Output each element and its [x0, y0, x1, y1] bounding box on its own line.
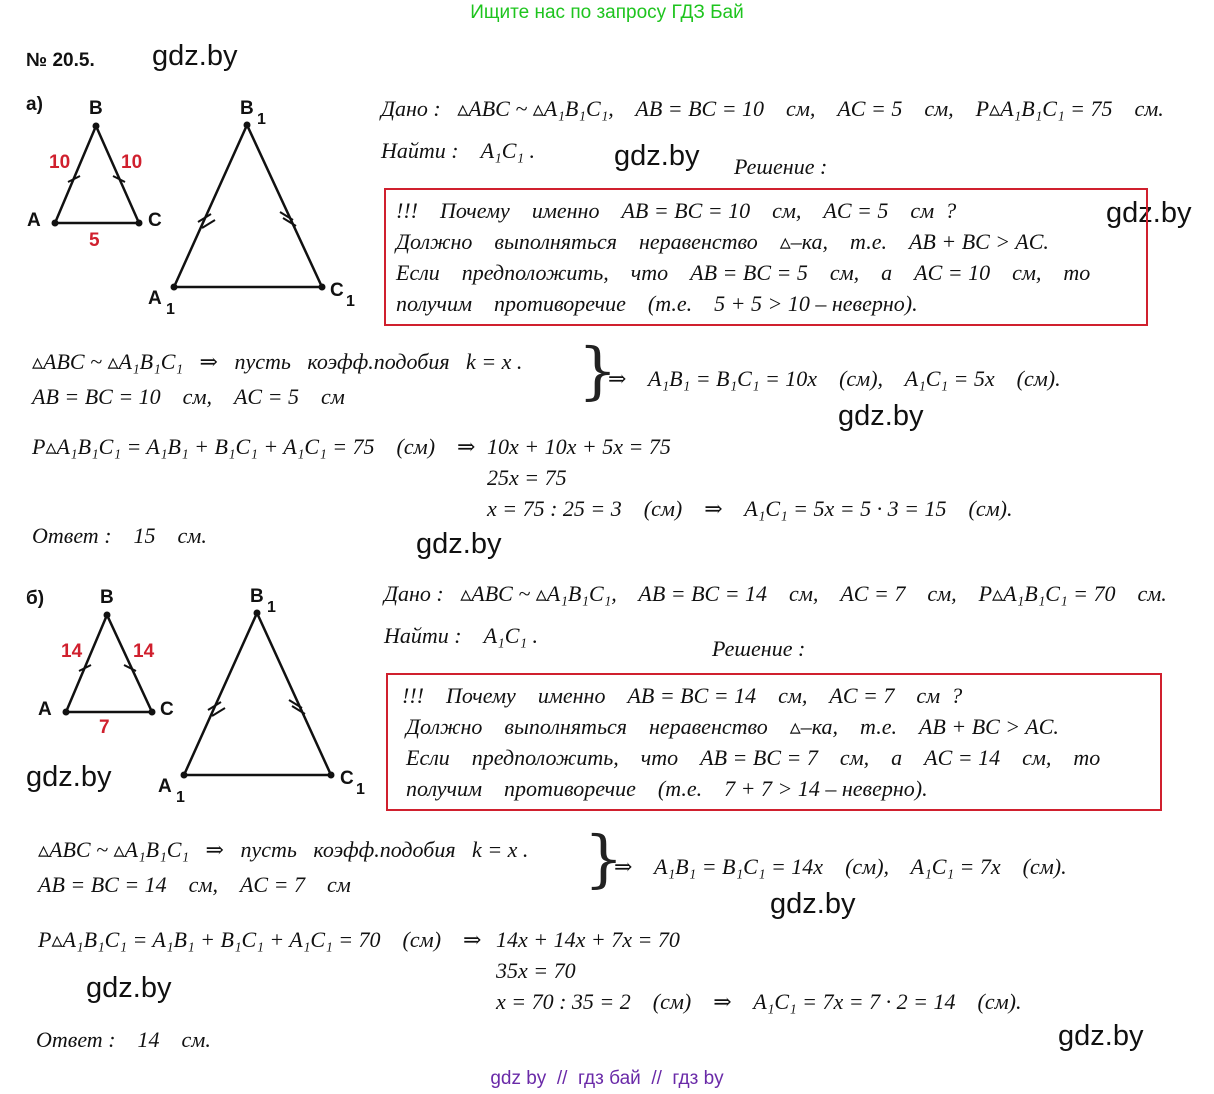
- vertex-c: C: [160, 699, 174, 720]
- note-line: получим противоречие (т.е. 5 + 5 > 10 – неверно).: [396, 291, 918, 316]
- vertex-b: B: [89, 98, 103, 119]
- system-line-1-a: ▵ABC ~ ▵A₁B₁C₁ ⇒ пусть коэфф.подобия k = x .: [32, 349, 523, 374]
- step-3-b: x = 70 : 35 = 2 (см) ⇒ A₁C₁ = 7x = 7 · 2 = 14 (см).: [496, 989, 1022, 1014]
- vertex-subscript: 1: [267, 599, 276, 616]
- system-line-1-b: ▵ABC ~ ▵A₁B₁C₁ ⇒ пусть коэфф.подобия k = x .: [38, 837, 529, 862]
- step-3-a: x = 75 : 25 = 3 (см) ⇒ A₁C₁ = 5x = 5 · 3 = 15 (см).: [487, 496, 1013, 521]
- vertex-a1: A: [148, 288, 162, 309]
- note-line: Если предположить, что AB = BC = 7 см, а AC = 14 см, то: [406, 745, 1101, 770]
- big-triangle-b: [158, 586, 365, 806]
- small-triangle-b: [38, 587, 174, 738]
- side-ab-length: 14: [61, 641, 83, 662]
- side-ab-length: 10: [49, 152, 71, 173]
- step-2-a: 25x = 75: [487, 465, 567, 490]
- solution-label-a: Решение :: [734, 154, 828, 179]
- brace-a: }: [578, 334, 618, 407]
- vertex-b1: B: [240, 98, 254, 119]
- note-line: Должно выполняться неравенство ▵–ка, т.е. AB + BC > AC.: [406, 714, 1059, 739]
- find-a: Найти : A₁C₁ .: [381, 138, 536, 163]
- solution-label-b: Решение :: [712, 636, 806, 661]
- note-line: !!! Почему именно AB = BC = 14 см, AC = 7 см ?: [402, 683, 963, 708]
- note-line: !!! Почему именно AB = BC = 10 см, AC = 5 см ?: [396, 198, 957, 223]
- watermark: gdz.by: [838, 400, 924, 432]
- note-box-a: [384, 188, 1148, 326]
- watermark: gdz.by: [416, 528, 502, 560]
- vertex-subscript: 1: [176, 789, 185, 806]
- system-line-2-b: AB = BC = 14 см, AC = 7 см: [38, 872, 351, 897]
- note-line: Если предположить, что AB = BC = 5 см, а AC = 10 см, то: [396, 260, 1091, 285]
- watermark: gdz.by: [614, 140, 700, 172]
- vertex-a: A: [27, 210, 41, 231]
- watermark: gdz.by: [1106, 197, 1192, 229]
- side-ac-length: 7: [99, 717, 110, 738]
- footer-links[interactable]: gdz by // гдз бай // гдз by: [490, 1068, 724, 1089]
- vertex-a: A: [38, 699, 52, 720]
- vertex-c1: C: [330, 280, 344, 301]
- system-line-2-a: AB = BC = 10 см, AC = 5 см: [32, 384, 345, 409]
- step-1-a: 10x + 10x + 5x = 75: [487, 434, 671, 459]
- vertex-b1: B: [250, 586, 264, 607]
- part-b-figure: [0, 570, 380, 820]
- note-line: получим противоречие (т.е. 7 + 7 > 14 – неверно).: [406, 776, 928, 801]
- big-triangle-a: [148, 98, 355, 318]
- step-2-b: 35x = 70: [496, 958, 576, 983]
- answer-a: Ответ : 15 см.: [32, 523, 207, 548]
- vertex-subscript: 1: [346, 293, 355, 310]
- watermark: gdz.by: [1058, 1020, 1144, 1052]
- vertex-a1: A: [158, 776, 172, 797]
- find-b: Найти : A₁C₁ .: [384, 623, 539, 648]
- site-banner: Ищите нас по запросу ГДЗ Бай: [470, 2, 744, 23]
- vertex-b: B: [100, 587, 114, 608]
- perimeter-a: P▵A₁B₁C₁ = A₁B₁ + B₁C₁ + A₁C₁ = 75 (см) ⇒: [32, 434, 476, 459]
- side-bc-length: 14: [133, 641, 155, 662]
- watermark: gdz.by: [770, 888, 856, 920]
- given-b: Дано : ▵ABC ~ ▵A₁B₁C₁, AB = BC = 14 см, AC = 7 см, P▵A₁B₁C₁ = 70 см.: [384, 581, 1167, 606]
- vertex-subscript: 1: [166, 301, 175, 318]
- small-triangle-a: [27, 98, 162, 251]
- side-ac-length: 5: [89, 230, 100, 251]
- perimeter-b: P▵A₁B₁C₁ = A₁B₁ + B₁C₁ + A₁C₁ = 70 (см) ⇒: [38, 927, 482, 952]
- vertex-c: C: [148, 210, 162, 231]
- system-result-b: ⇒ A₁B₁ = B₁C₁ = 14x (см), A₁C₁ = 7x (см).: [614, 854, 1067, 879]
- watermark: gdz.by: [26, 761, 112, 793]
- vertex-subscript: 1: [356, 781, 365, 798]
- part-a-figure: [0, 0, 380, 330]
- given-a: Дано : ▵ABC ~ ▵A₁B₁C₁, AB = BC = 10 см, AC = 5 см, P▵A₁B₁C₁ = 75 см.: [381, 96, 1164, 121]
- step-1-b: 14x + 14x + 7x = 70: [496, 927, 680, 952]
- vertex-subscript: 1: [257, 111, 266, 128]
- part-a-label: а): [26, 94, 43, 115]
- watermark: gdz.by: [86, 972, 172, 1004]
- vertex-c1: C: [340, 768, 354, 789]
- answer-b: Ответ : 14 см.: [36, 1027, 211, 1052]
- system-result-a: ⇒ A₁B₁ = B₁C₁ = 10x (см), A₁C₁ = 5x (см).: [608, 366, 1061, 391]
- note-box-b: [386, 673, 1162, 811]
- note-line: Должно выполняться неравенство ▵–ка, т.е. AB + BC > AC.: [396, 229, 1049, 254]
- brace-b: }: [584, 822, 624, 895]
- watermark: gdz.by: [152, 40, 238, 72]
- problem-number: № 20.5.: [26, 50, 95, 71]
- part-b-label: б): [26, 588, 45, 609]
- side-bc-length: 10: [121, 152, 143, 173]
